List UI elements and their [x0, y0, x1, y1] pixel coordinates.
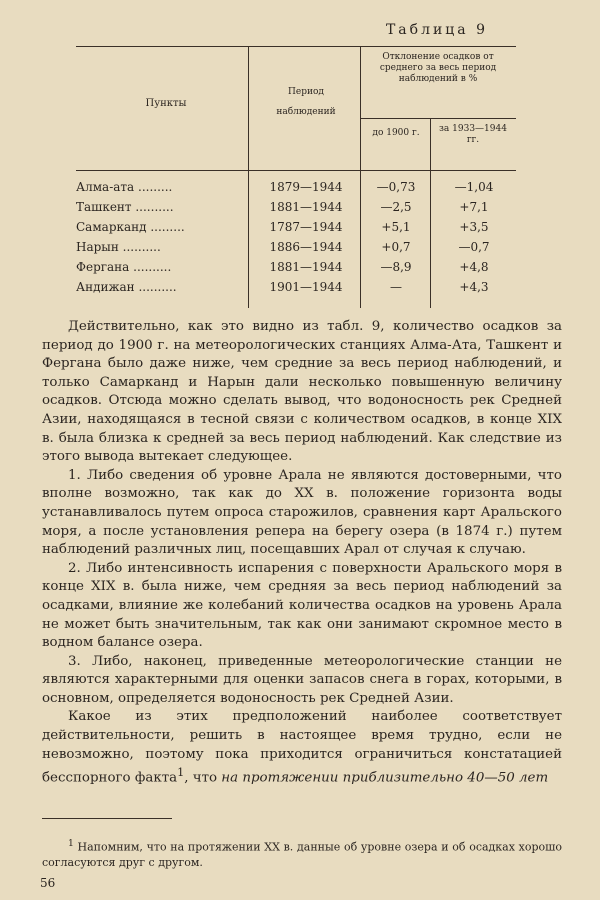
deviation-before-1900: — [390, 280, 402, 294]
paragraph: Действительно, как это видно из табл. 9, количество осадков за период до 1900 г. на метеорологических станциях Алма-Ата, Ташкент и Фергана было даже ниже, чем средние за весь период наблюдений, и только Самарканд и Нарын дали несколько повышенную величину осадков. Отсюда можно сделать вывод, что водоносность рек Средней Азии, находящаяся в тесной связи с количеством осадков, в конце XIX в. была близка к средней за весь период наблюдений. Как следствие из этого вывода вытекает следующее. [42, 319, 562, 465]
station-name: Ташкент .......... [76, 200, 174, 214]
italic-phrase: на протяжении приблизительно 40—50 лет [221, 770, 549, 786]
station-name: Фергана .......... [76, 260, 172, 274]
footnote-reference: 1 [177, 766, 185, 780]
station-name: Самарканд ......... [76, 220, 185, 234]
table-row [76, 197, 516, 217]
footnote-mark: 1 [68, 838, 74, 849]
paragraph-text: , что [184, 770, 222, 786]
period-value: 1881—1944 [269, 200, 343, 214]
deviation-1933-1944: +4,8 [459, 260, 489, 274]
header-before-1900: до 1900 г. [372, 128, 420, 138]
station-name: Нарын .......... [76, 240, 161, 254]
period-value: 1787—1944 [269, 220, 343, 234]
precipitation-table [76, 46, 576, 310]
footnote-text: Напомним, что на протяжении XX в. данные об уровне озера и об осадках хорошо согласуются друг с другом. [42, 840, 562, 869]
deviation-before-1900: +0,7 [381, 240, 411, 254]
header-bottom-rule [76, 170, 516, 171]
deviation-1933-1944: +3,5 [459, 220, 489, 234]
footnote [42, 836, 562, 870]
deviation-1933-1944: —0,7 [458, 240, 490, 254]
body-text [42, 318, 562, 788]
period-value: 1886—1944 [269, 240, 343, 254]
period-value: 1901—1944 [269, 280, 343, 294]
header-station: Пункты [145, 98, 187, 109]
paragraph: 2. Либо интенсивность испарения с поверхности Аральского моря в конце XIX в. была ниже, чем средняя за весь период наблюдений за осадками, влияние же колебаний количества осадков на уровень Арала не может быть значительным, так как они занимают скромное место в водном балансе озера. [42, 560, 562, 651]
station-name: Андижан .......... [76, 280, 177, 294]
table-row [76, 277, 516, 297]
table-caption: Таблица 9 [385, 22, 488, 38]
header-period: Период наблюдений [276, 87, 336, 117]
period-value: 1881—1944 [269, 260, 343, 274]
table-row [76, 217, 516, 237]
deviation-before-1900: +5,1 [381, 220, 411, 234]
deviation-1933-1944: +7,1 [459, 200, 489, 214]
header-deviation: Отклонение осадков от среднего за весь период наблюдений в % [379, 52, 497, 84]
table-row [76, 257, 516, 277]
paragraph [42, 708, 562, 788]
page-number: 56 [40, 876, 56, 890]
header-1933-1944: за 1933—1944 гг. [439, 124, 507, 145]
deviation-before-1900: —2,5 [380, 200, 412, 214]
table-row [76, 177, 516, 197]
deviation-before-1900: —8,9 [380, 260, 412, 274]
table-top-rule [76, 46, 516, 47]
period-value: 1879—1944 [269, 180, 343, 194]
deviation-before-1900: —0,73 [376, 180, 416, 194]
table-row [76, 237, 516, 257]
deviation-1933-1944: +4,3 [459, 280, 489, 294]
paragraph-text: Какое из этих предположений наиболее соответствует действительности, решить в настоящее время трудно, если не невозможно, поэтому пока приходится ограничиться констатацией бесспорного факта [42, 709, 562, 786]
header-subrule [360, 118, 516, 119]
paragraph: 1. Либо сведения об уровне Арала не являются достоверными, что вполне возможно, так как до XX в. положение горизонта воды устанавливалось путем опроса старожилов, сравнения карт Аральского моря, а после установления репера на берегу озера (в 1874 г.) путем наблюдений различных лиц, посещавших Арал от случая к случаю. [42, 467, 562, 558]
footnote-divider [42, 818, 562, 819]
deviation-1933-1944: —1,04 [454, 180, 494, 194]
paragraph: 3. Либо, наконец, приведенные метеорологические станции не являются характерными для оценки запасов снега в горах, которыми, в основном, определяется водоносность рек Средней Азии. [42, 653, 562, 706]
station-name: Алма-ата ......... [76, 180, 173, 194]
